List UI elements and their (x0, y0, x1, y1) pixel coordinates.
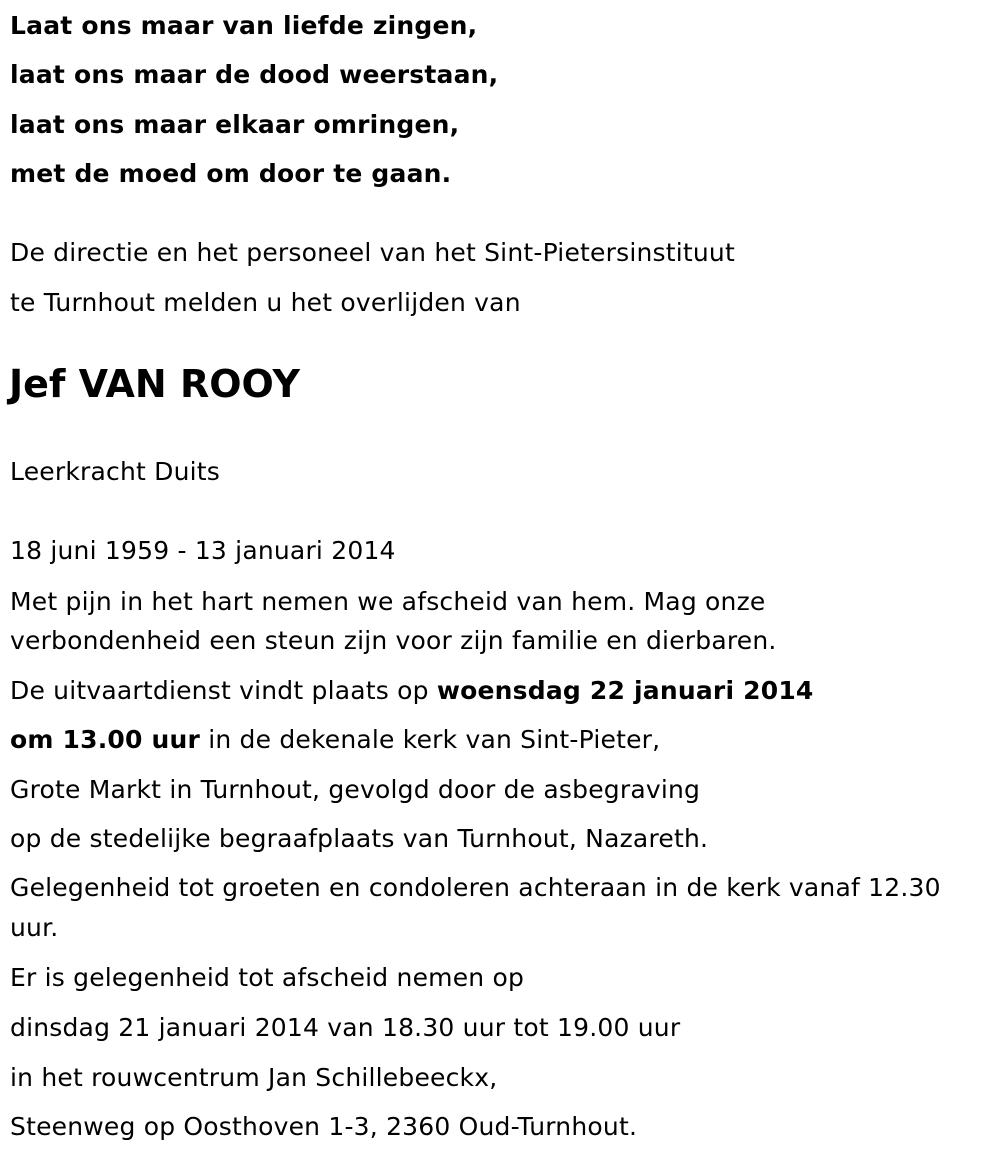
farewell-line-1: Met pijn in het hart nemen we afscheid van hem. Mag onze (10, 587, 766, 616)
announcement-line-1: De directie en het personeel van het Sint-Pietersinstituut (10, 238, 735, 267)
funeral-date: woensdag 22 januari 2014 (436, 676, 814, 705)
funeral-location: in de dekenale kerk van Sint-Pieter, (200, 725, 661, 754)
funeral-line-2 (10, 725, 660, 755)
life-dates: 18 juni 1959 - 13 januari 2014 (10, 536, 396, 565)
funeral-time: om 13.00 uur (10, 725, 201, 754)
poem-line-1: Laat ons maar van liefde zingen, (10, 11, 478, 40)
poem-line-3: laat ons maar elkaar omringen, (10, 110, 460, 139)
funeral-line-3: Grote Markt in Turnhout, gevolgd door de asbegraving (10, 775, 701, 804)
viewing-line-4: Steenweg op Oosthoven 1-3, 2360 Oud-Turnhout. (10, 1112, 638, 1141)
announcement-line-2: te Turnhout melden u het overlijden van (10, 288, 521, 317)
poem-line-4: met de moed om door te gaan. (10, 159, 452, 188)
role: Leerkracht Duits (10, 457, 221, 486)
condolences: Gelegenheid tot groeten en condoleren achteraan in de kerk vanaf 12.30 uur. (10, 873, 941, 942)
poem-line-2: laat ons maar de dood weerstaan, (10, 60, 499, 89)
funeral-intro: De uitvaartdienst vindt plaats op (10, 676, 437, 705)
funeral-line-4: op de stedelijke begraafplaats van Turnhout, Nazareth. (10, 824, 709, 853)
deceased-name: Jef VAN ROOY (9, 362, 300, 406)
viewing-line-3: in het rouwcentrum Jan Schillebeeckx, (10, 1063, 498, 1092)
funeral-line-1 (10, 676, 814, 706)
farewell-line-2: verbondenheid een steun zijn voor zijn familie en dierbaren. (10, 626, 777, 655)
viewing-line-1: Er is gelegenheid tot afscheid nemen op (10, 963, 525, 992)
viewing-line-2: dinsdag 21 januari 2014 van 18.30 uur tot 19.00 uur (10, 1013, 681, 1042)
